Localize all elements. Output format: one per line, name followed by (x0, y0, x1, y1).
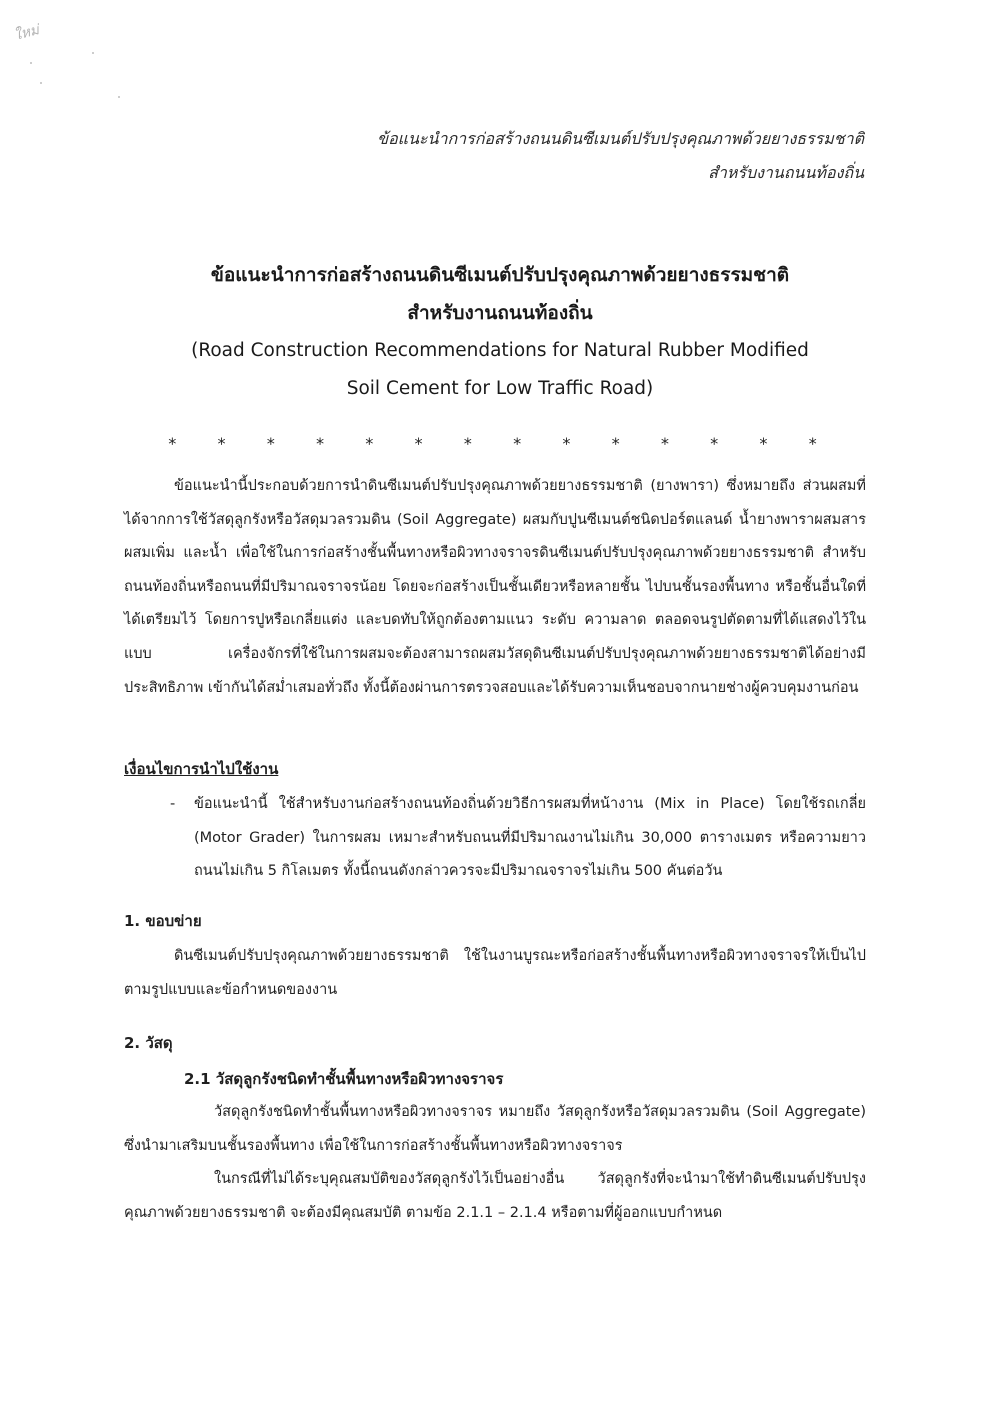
section2-heading: 2. วัสดุ (124, 1034, 173, 1052)
scan-speck (92, 52, 94, 54)
title-english-line1: (Road Construction Recommendations for Natural Rubber Modified (191, 340, 809, 361)
section1-body: ดินซีเมนต์ปรับปรุงคุณภาพด้วยยางธรรมชาติ ใช้ในงานบูรณะหรือก่อสร้างชั้นพื้นทางหรือผิวทางจราจรให้เป็นไปตามรูปแบบและข้อกำหนดของงาน (124, 948, 866, 998)
running-header-line2: สำหรับงานถนนท้องถิ่น (708, 163, 864, 182)
handwritten-note: ใหม่ (12, 22, 41, 44)
conditions-heading: เงื่อนไขการนำไปใช้งาน (124, 760, 279, 778)
document-title (0, 256, 1000, 408)
scan-speck (118, 96, 120, 98)
title-thai-line1: ข้อแนะนำการก่อสร้างถนนดินซีเมนต์ปรับปรุงคุณภาพด้วยยางธรรมชาติ (210, 264, 790, 286)
conditions-item: ข้อแนะนำนี้ ใช้สำหรับงานก่อสร้างถนนท้องถิ่นด้วยวิธีการผสมที่หน้างาน (Mix in Place) โดยใช้รถเกลี่ย (Motor Grader) ในการผสม เหมาะสำหรับถนนที่มีปริมาณงานไม่เกิน 30,000 ตารางเมตร หรือความยาวถนนไม่เกิน 5 กิโลเมตร ทั้งนี้ถนนดังกล่าวควรจะมีปริมาณจราจรไม่เกิน 500 คันต่อวัน (194, 796, 866, 880)
title-thai-line2: สำหรับงานถนนท้องถิ่น (407, 302, 593, 324)
scan-speck (40, 82, 42, 84)
section2-1-heading: 2.1 วัสดุลูกรังชนิดทำชั้นพื้นทางหรือผิวทางจราจร (184, 1070, 504, 1088)
separator-stars: * * * * * * * * * * * * * * (167, 434, 833, 453)
section2-1-paragraph1: วัสดุลูกรังชนิดทำชั้นพื้นทางหรือผิวทางจราจร หมายถึง วัสดุลูกรังหรือวัสดุมวลรวมดิน (Soil Aggregate) ซึ่งนำมาเสริมบนชั้นรองพื้นทาง เพื่อใช้ในการก่อสร้างชั้นพื้นทางหรือผิวทางจราจร (124, 1104, 866, 1154)
section2-1-paragraph2: ในกรณีที่ไม่ได้ระบุคุณสมบัติของวัสดุลูกรังไว้เป็นอย่างอื่น วัสดุลูกรังที่จะนำมาใช้ทำดินซีเมนต์ปรับปรุงคุณภาพด้วยยางธรรมชาติ จะต้องมีคุณสมบัติ ตามข้อ 2.1.1 – 2.1.4 หรือตามที่ผู้ออกแบบกำหนด (124, 1171, 866, 1221)
running-header-line1: ข้อแนะนำการก่อสร้างถนนดินซีเมนต์ปรับปรุงคุณภาพด้วยยางธรรมชาติ (377, 129, 864, 148)
conditions-bullet: - (170, 796, 176, 812)
intro-paragraph: ข้อแนะนำนี้ประกอบด้วยการนำดินซีเมนต์ปรับปรุงคุณภาพด้วยยางธรรมชาติ (ยางพารา) ซึ่งหมายถึง ส่วนผสมที่ได้จากการใช้วัสดุลูกรังหรือวัสดุมวลรวมดิน (Soil Aggregate) ผสมกับปูนซีเมนต์ชนิดปอร์ตแลนด์ น้ำยางพาราผสมสารผสมเพิ่ม และน้ำ เพื่อใช้ในการก่อสร้างชั้นพื้นทางหรือผิวทางจราจรดินซีเมนต์ปรับปรุงคุณภาพด้วยยางธรรมชาติ สำหรับถนนท้องถิ่นหรือถนนที่มีปริมาณจราจรน้อย โดยจะก่อสร้างเป็นชั้นเดียวหรือหลายชั้น ไปบนชั้นรองพื้นทาง หรือชั้นอื่นใดที่ได้เตรียมไว้ โดยการปูหรือเกลี่ยแต่ง และบดทับให้ถูกต้องตามแนว ระดับ ความลาด ตลอดจนรูปตัดตามที่ได้แสดงไว้ในแบบ เครื่องจักรที่ใช้ในการผสมจะต้องสามารถผสมวัสดุดินซีเมนต์ปรับปรุงคุณภาพด้วยยางธรรมชาติได้อย่างมีประสิทธิภาพ เข้ากันได้สม่ำเสมอทั่วถึง ทั้งนี้ต้องผ่านการตรวจสอบและได้รับความเห็นชอบจากนายช่างผู้ควบคุมงานก่อน (124, 478, 866, 696)
running-header (377, 122, 864, 190)
scan-speck (30, 62, 32, 64)
title-english-line2: Soil Cement for Low Traffic Road) (346, 378, 654, 399)
section1-heading: 1. ขอบข่าย (124, 912, 202, 930)
